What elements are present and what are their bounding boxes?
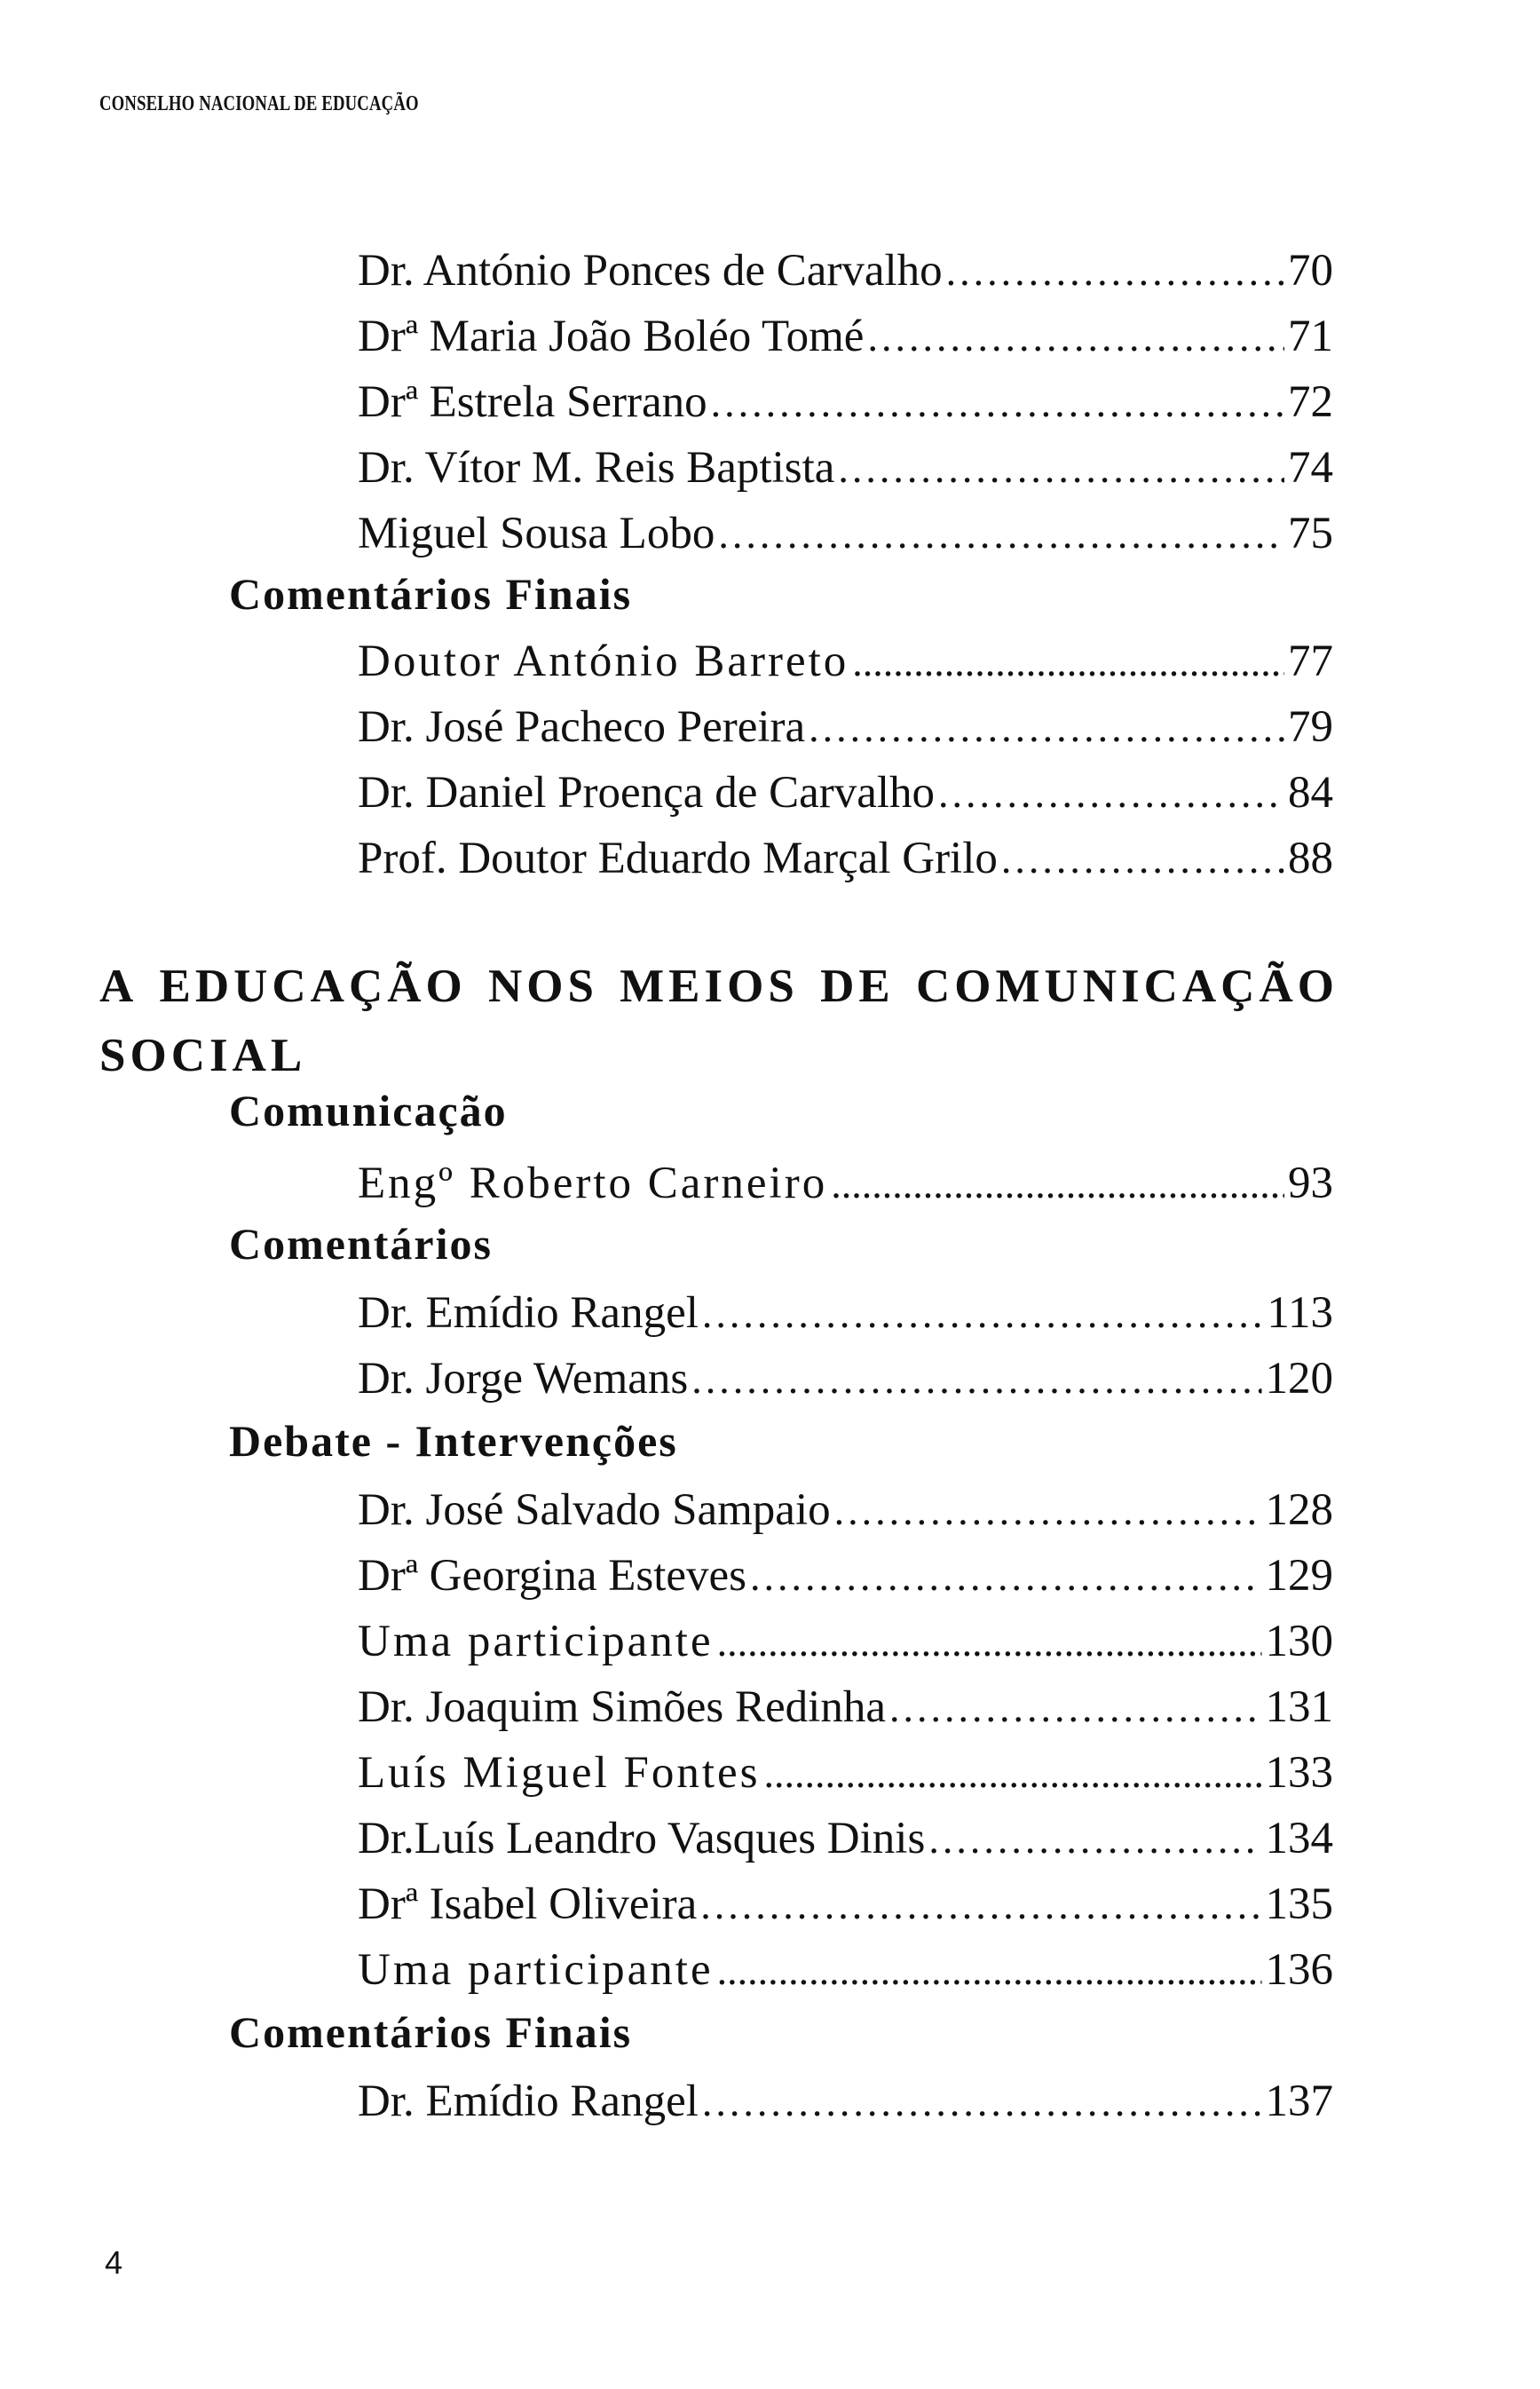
dot-leader (938, 763, 1284, 825)
toc-section-title: Debate - Intervenções (229, 1416, 678, 1466)
dot-leader (718, 503, 1284, 566)
dot-leader (691, 1349, 1261, 1411)
toc-entry-page: 128 (1265, 1485, 1333, 1535)
toc-entry-name: Dr. Vítor M. Reis Baptista (358, 443, 835, 493)
dot-leader (702, 2071, 1262, 2133)
dot-leader (809, 697, 1284, 759)
part-title-line-2: SOCIAL (99, 1030, 307, 1081)
dot-leader (764, 1743, 1262, 1805)
toc-entry-page: 88 (1288, 834, 1333, 883)
toc-entry-name: Drª Estrela Serrano (358, 377, 707, 427)
toc-entry-page: 131 (1265, 1682, 1333, 1732)
toc-entry-name: Engº Roberto Carneiro (358, 1159, 828, 1208)
toc-entry (358, 1610, 1333, 1673)
toc-entry-name: Drª Isabel Oliveira (358, 1879, 698, 1929)
toc-entry (358, 1545, 1333, 1607)
toc-entry-page: 120 (1265, 1354, 1333, 1404)
dot-leader (928, 1808, 1261, 1871)
toc-section-title: Comunicação (229, 1086, 508, 1135)
toc-entry (358, 1348, 1333, 1410)
part-title-word: A (99, 961, 138, 1012)
toc-entry-page: 70 (1288, 246, 1333, 296)
toc-entry-name: Dr. Emídio Rangel (358, 2077, 699, 2126)
toc-entry (358, 1808, 1333, 1870)
toc-entry-name: Luís Miguel Fontes (358, 1748, 761, 1798)
toc-section-title: Comentários (229, 1219, 493, 1269)
dot-leader (1001, 828, 1284, 890)
dot-leader (852, 631, 1284, 693)
toc-section-title: Comentários Finais (229, 569, 633, 619)
toc-entry-name: Dr. Jorge Wemans (358, 1354, 689, 1404)
toc-entry-name: Dr.Luís Leandro Vasques Dinis (358, 1814, 926, 1863)
toc-entry (358, 630, 1333, 692)
toc-entry-name: Miguel Sousa Lobo (358, 509, 715, 558)
dot-leader (867, 306, 1284, 368)
part-title-word: EDUCAÇÃO (159, 961, 467, 1012)
toc-entry-page: 134 (1265, 1814, 1333, 1863)
toc-entry (358, 1676, 1333, 1738)
toc-entry-page: 77 (1288, 637, 1333, 686)
part-title (99, 952, 1339, 1090)
toc-entry-page: 74 (1288, 443, 1333, 493)
dot-leader (831, 1153, 1284, 1215)
toc-entry-name: Prof. Doutor Eduardo Marçal Grilo (358, 834, 998, 883)
toc-entry (358, 305, 1333, 368)
part-title-line-1 (99, 952, 1339, 1021)
toc-entry-name: Dr. José Pacheco Pereira (358, 702, 806, 752)
toc-entry (358, 371, 1333, 433)
toc-entry-name: Dr. Emídio Rangel (358, 1288, 699, 1338)
toc-entry-page: 137 (1265, 2077, 1333, 2126)
toc-entry-page: 75 (1288, 509, 1333, 558)
toc-entry (358, 437, 1333, 499)
part-title-word: NOS (487, 961, 598, 1012)
toc-entry (358, 1152, 1333, 1214)
toc-entry-page: 129 (1265, 1551, 1333, 1601)
toc-entry-page: 72 (1288, 377, 1333, 427)
dot-leader (889, 1677, 1262, 1739)
part-title-word: COMUNICAÇÃO (915, 961, 1339, 1012)
dot-leader (838, 438, 1284, 500)
toc-entry-name: Doutor António Barreto (358, 637, 849, 686)
toc-entry (358, 240, 1333, 302)
dot-leader (946, 241, 1284, 303)
toc-entry-name: Dr. José Salvado Sampaio (358, 1485, 831, 1535)
dot-leader (711, 372, 1284, 434)
running-header: CONSELHO NACIONAL DE EDUCAÇÃO (99, 92, 419, 115)
toc-entry (358, 1479, 1333, 1541)
toc-entry (358, 1873, 1333, 1935)
toc-entry-page: 79 (1288, 702, 1333, 752)
toc-entry-page: 93 (1288, 1159, 1333, 1208)
dot-leader (702, 1283, 1264, 1345)
toc-entry-page: 135 (1265, 1879, 1333, 1929)
toc-entry-page: 130 (1265, 1617, 1333, 1666)
toc-entry-name: Drª Georgina Esteves (358, 1551, 747, 1601)
dot-leader (717, 1611, 1262, 1673)
toc-section-title: Comentários Finais (229, 2007, 633, 2057)
toc-entry-name: Uma participante (358, 1945, 714, 1995)
dot-leader (834, 1480, 1262, 1542)
toc-entry (358, 2070, 1333, 2132)
toc-entry-page: 71 (1288, 312, 1333, 361)
toc-entry (358, 1742, 1333, 1804)
toc-entry-name: Dr. Joaquim Simões Redinha (358, 1682, 886, 1732)
toc-entry (358, 502, 1333, 565)
part-title-word: DE (820, 961, 895, 1012)
toc-entry-page: 84 (1288, 768, 1333, 818)
toc-entry-name: Uma participante (358, 1617, 714, 1666)
toc-entry (358, 1282, 1333, 1344)
toc-entry-name: Drª Maria João Boléo Tomé (358, 312, 865, 361)
dot-leader (717, 1940, 1262, 2002)
toc-entry-name: Dr. António Ponces de Carvalho (358, 246, 943, 296)
dot-leader (700, 1874, 1261, 1936)
part-title-word: MEIOS (620, 961, 799, 1012)
toc-entry (358, 762, 1333, 824)
toc-entry (358, 1939, 1333, 2001)
toc-entry (358, 827, 1333, 890)
toc-entry-page: 136 (1265, 1945, 1333, 1995)
toc-entry-name: Dr. Daniel Proença de Carvalho (358, 768, 936, 818)
dot-leader (750, 1546, 1261, 1608)
toc-entry-page: 133 (1265, 1748, 1333, 1798)
toc-entry (358, 696, 1333, 758)
toc-entry-page: 113 (1267, 1288, 1333, 1338)
page-number: 4 (105, 2244, 123, 2281)
